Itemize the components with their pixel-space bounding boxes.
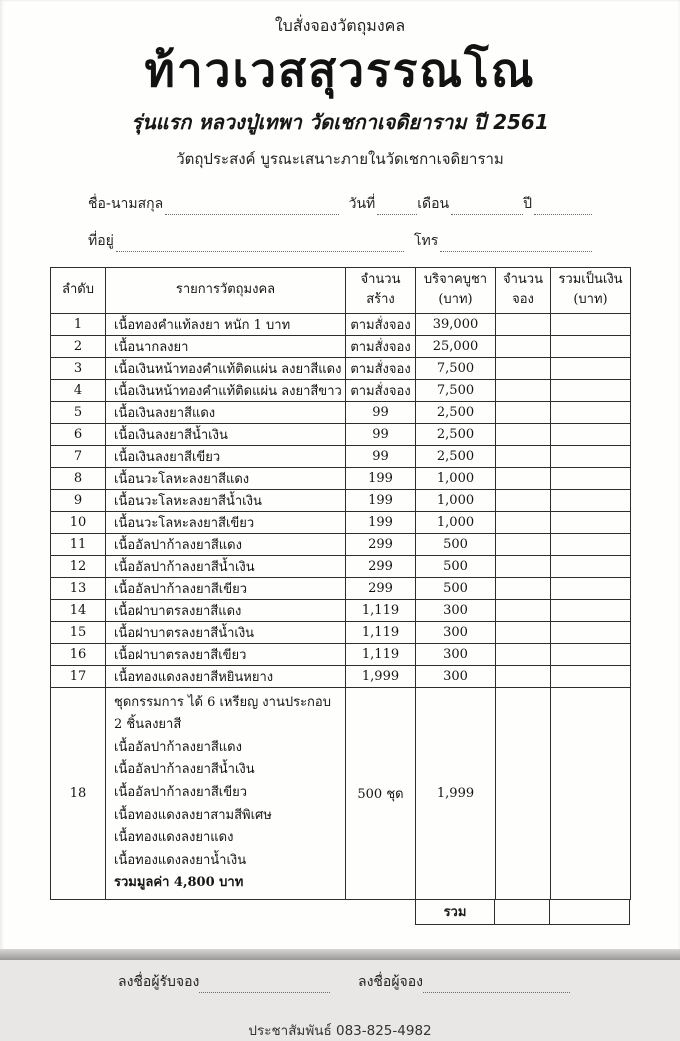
total-amount-cell [551, 599, 631, 621]
total-header-line1: รวมเป็นเงิน [558, 271, 623, 287]
phone-fill-line [440, 237, 592, 252]
reserve-qty-cell [496, 577, 551, 599]
item-name: เนื้อเงินลงยาสีแดง [106, 401, 346, 423]
item-name: เนื้ออัลปาก้าลงยาสีน้ำเงิน [106, 555, 346, 577]
reserve-qty-cell [496, 489, 551, 511]
table-row [51, 533, 631, 555]
row-index: 7 [51, 445, 106, 467]
total-amount-cell [551, 423, 631, 445]
price: 300 [416, 621, 496, 643]
price: 2,500 [416, 445, 496, 467]
reserve-header-line1: จำนวน [503, 271, 543, 287]
price: 1,999 [416, 687, 496, 899]
row-index: 9 [51, 489, 106, 511]
item-name: เนื้อนวะโลหะลงยาสีเขียว [106, 511, 346, 533]
made-qty: 199 [346, 489, 416, 511]
table-row [51, 401, 631, 423]
name-fill-line [165, 200, 338, 215]
item-name: เนื้อเงินหน้าทองคำแท้ติดแผ่น ลงยาสีแดง [106, 357, 346, 379]
reserver-signature-line [423, 979, 570, 993]
price: 1,000 [416, 511, 496, 533]
made-qty: 99 [346, 401, 416, 423]
receiver-signature-label: ลงชื่อผู้รับจอง [118, 973, 200, 990]
table-row [51, 379, 631, 401]
address-fill-line [116, 237, 404, 252]
price: 500 [416, 555, 496, 577]
made-qty: 299 [346, 577, 416, 599]
total-amount-cell [551, 313, 631, 335]
row-index: 16 [51, 643, 106, 665]
table-row [51, 511, 631, 533]
reserve-qty-cell [496, 511, 551, 533]
made-qty: 500 ชุด [346, 687, 416, 899]
set-line: เนื้ออัลปาก้าลงยาสีแดง [114, 739, 242, 755]
total-amount-cell [551, 555, 631, 577]
year-fill-line [534, 200, 592, 215]
item-name: เนื้อทองคำแท้ลงยา หนัก 1 บาท [106, 313, 346, 335]
table-row [51, 665, 631, 687]
grand-total-amount-cell [550, 900, 630, 925]
name-label: ชื่อ-นามสกุล [88, 195, 164, 212]
made-qty: 1,119 [346, 599, 416, 621]
table-row [51, 599, 631, 621]
reserve-qty-cell [496, 445, 551, 467]
set-line: เนื้ออัลปาก้าลงยาสีน้ำเงิน [114, 762, 255, 778]
made-qty: ตามสั่งจอง [346, 313, 416, 335]
table-row [51, 621, 631, 643]
total-header-line2: (บาท) [573, 292, 608, 308]
item-name: เนื้อนากลงยา [106, 335, 346, 357]
row-index: 6 [51, 423, 106, 445]
total-amount-cell [551, 687, 631, 899]
set-line: เนื้อทองแดงลงยาสามสีพิเศษ [114, 807, 272, 823]
made-qty: 299 [346, 533, 416, 555]
table-row [51, 445, 631, 467]
col-header-quantity [346, 267, 416, 313]
made-qty: 1,999 [346, 665, 416, 687]
form-title: ใบสั่งจองวัตถุมงคล [274, 16, 406, 35]
item-name: เนื้อเงินลงยาสีน้ำเงิน [106, 423, 346, 445]
document-header [0, 0, 680, 171]
committee-set-row [51, 687, 631, 899]
table-row [51, 423, 631, 445]
made-qty: 99 [346, 445, 416, 467]
row-index: 13 [51, 577, 106, 599]
made-qty: 299 [346, 555, 416, 577]
total-amount-cell [551, 643, 631, 665]
year-label: ปี [523, 195, 532, 212]
made-qty: ตามสั่งจอง [346, 335, 416, 357]
row-index: 10 [51, 511, 106, 533]
item-name: เนื้อเงินลงยาสีเขียว [106, 445, 346, 467]
reserve-qty-cell [496, 621, 551, 643]
reserve-qty-cell [496, 665, 551, 687]
reserve-qty-cell [496, 599, 551, 621]
price: 500 [416, 533, 496, 555]
signature-section [118, 971, 570, 993]
price-header-line1: บริจาคบูชา [423, 271, 488, 287]
col-header-total [551, 267, 631, 313]
row-index: 12 [51, 555, 106, 577]
reserve-qty-cell [496, 401, 551, 423]
item-name: เนื้อนวะโลหะลงยาสีน้ำเงิน [106, 489, 346, 511]
date-label: วันที่ [348, 195, 376, 212]
total-amount-cell [551, 401, 631, 423]
reserve-qty-cell [496, 687, 551, 899]
customer-info-form [88, 193, 592, 252]
reserve-qty-cell [496, 533, 551, 555]
date-fill-line [377, 200, 417, 215]
set-line: เนื้อทองแดงลงยาน้ำเงิน [114, 852, 247, 868]
price: 7,500 [416, 357, 496, 379]
grand-total-row [415, 900, 630, 925]
price: 1,000 [416, 489, 496, 511]
col-header-reserve [496, 267, 551, 313]
reserve-qty-cell [496, 467, 551, 489]
receiver-signature [118, 971, 330, 993]
phone-label: โทร [414, 232, 439, 249]
price: 2,500 [416, 423, 496, 445]
price: 1,000 [416, 467, 496, 489]
total-amount-cell [551, 533, 631, 555]
table-row [51, 643, 631, 665]
receiver-signature-line [199, 979, 330, 993]
made-qty: ตามสั่งจอง [346, 379, 416, 401]
grand-total-label: รวม [415, 900, 495, 925]
col-header-index: ลำดับ [51, 267, 106, 313]
grand-total-reserve-cell [495, 900, 550, 925]
month-fill-line [451, 200, 523, 215]
made-qty: 1,119 [346, 621, 416, 643]
made-qty: 99 [346, 423, 416, 445]
set-total-value-line: รวมมูลค่า 4,800 บาท [114, 875, 244, 891]
main-title: ท้าวเวสสุวรรณโณ [144, 43, 536, 97]
reserve-qty-cell [496, 643, 551, 665]
item-name: เนื้อเงินหน้าทองคำแท้ติดแผ่น ลงยาสีขาว [106, 379, 346, 401]
total-amount-cell [551, 577, 631, 599]
table-row [51, 489, 631, 511]
row-index: 1 [51, 313, 106, 335]
set-line: ชุดกรรมการ ได้ 6 เหรียญ งานประกอบ 2 ชิ้นลงยาสี [114, 694, 331, 733]
made-qty: ตามสั่งจอง [346, 357, 416, 379]
table-header [51, 267, 631, 313]
address-label: ที่อยู่ [88, 232, 114, 249]
contact-footer: ประชาสัมพันธ์ 083-825-4982 [248, 1022, 432, 1039]
row-index: 4 [51, 379, 106, 401]
col-header-item: รายการวัตถุมงคล [106, 267, 346, 313]
price-header-line2: (บาท) [438, 292, 473, 308]
item-name: เนื้ออัลปาก้าลงยาสีแดง [106, 533, 346, 555]
reserver-signature [358, 971, 570, 993]
edition-subtitle: รุ่นแรก หลวงปู่เทพา วัดเชกาเจดิยาราม ปี 2561 [131, 109, 549, 134]
set-line: เนื้อทองแดงลงยาแดง [114, 830, 234, 846]
reserve-qty-cell [496, 555, 551, 577]
table-row [51, 335, 631, 357]
price: 25,000 [416, 335, 496, 357]
reserve-header-line2: จอง [512, 292, 534, 308]
total-amount-cell [551, 335, 631, 357]
total-amount-cell [551, 621, 631, 643]
item-name: เนื้ออัลปาก้าลงยาสีเขียว [106, 577, 346, 599]
committee-set-details [106, 687, 346, 899]
name-date-row [88, 193, 592, 215]
item-name: เนื้อฝาบาตรลงยาสีน้ำเงิน [106, 621, 346, 643]
made-qty: 1,119 [346, 643, 416, 665]
total-amount-cell [551, 379, 631, 401]
row-index: 2 [51, 335, 106, 357]
item-name: เนื้อทองแดงลงยาสีหยินหยาง [106, 665, 346, 687]
set-line: เนื้ออัลปาก้าลงยาสีเขียว [114, 784, 248, 800]
row-index: 3 [51, 357, 106, 379]
row-index: 14 [51, 599, 106, 621]
reserve-qty-cell [496, 313, 551, 335]
table-row [51, 555, 631, 577]
total-amount-cell [551, 489, 631, 511]
reserver-signature-label: ลงชื่อผู้จอง [358, 973, 423, 990]
price: 39,000 [416, 313, 496, 335]
table-row [51, 357, 631, 379]
price: 300 [416, 643, 496, 665]
item-name: เนื้อฝาบาตรลงยาสีเขียว [106, 643, 346, 665]
made-qty: 199 [346, 467, 416, 489]
item-name: เนื้อฝาบาตรลงยาสีแดง [106, 599, 346, 621]
reserve-qty-cell [496, 423, 551, 445]
reserve-qty-cell [496, 335, 551, 357]
total-amount-cell [551, 445, 631, 467]
row-index: 15 [51, 621, 106, 643]
row-index: 5 [51, 401, 106, 423]
row-index: 8 [51, 467, 106, 489]
made-qty: 199 [346, 511, 416, 533]
table-row [51, 313, 631, 335]
amulet-order-table [50, 267, 631, 900]
price: 300 [416, 665, 496, 687]
total-amount-cell [551, 511, 631, 533]
reserve-qty-cell [496, 379, 551, 401]
photo-bottom-edge [0, 949, 680, 960]
table-row [51, 577, 631, 599]
month-label: เดือน [417, 195, 450, 212]
row-index: 11 [51, 533, 106, 555]
table-row [51, 467, 631, 489]
col-header-price [416, 267, 496, 313]
price: 7,500 [416, 379, 496, 401]
purpose-line: วัตถุประสงค์ บูรณะเสนาะภายในวัดเชกาเจดิยาราม [176, 149, 504, 168]
row-index: 17 [51, 665, 106, 687]
total-amount-cell [551, 467, 631, 489]
price: 2,500 [416, 401, 496, 423]
address-phone-row [88, 230, 592, 252]
total-amount-cell [551, 357, 631, 379]
row-index: 18 [51, 687, 106, 899]
qty-header-line1: จำนวน [360, 271, 401, 287]
price: 500 [416, 577, 496, 599]
item-name: เนื้อนวะโลหะลงยาสีแดง [106, 467, 346, 489]
price: 300 [416, 599, 496, 621]
qty-header-line2: สร้าง [366, 292, 395, 308]
total-amount-cell [551, 665, 631, 687]
reserve-qty-cell [496, 357, 551, 379]
